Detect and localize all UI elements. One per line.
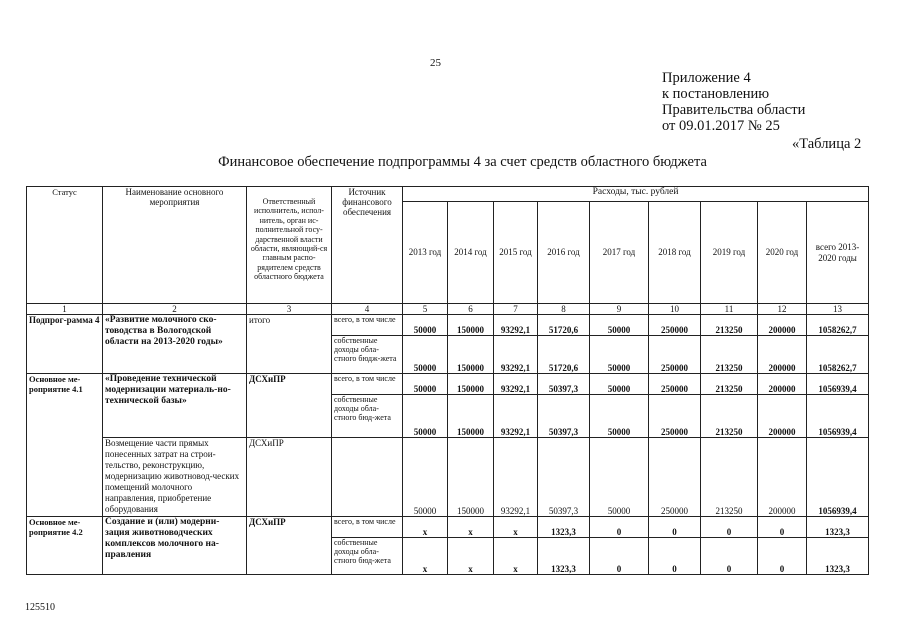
value-cell: 200000 bbox=[758, 315, 807, 336]
col-number: 11 bbox=[701, 304, 758, 315]
year-2017: 2017 год bbox=[590, 202, 649, 304]
value-cell: 50000 bbox=[403, 438, 448, 517]
value-cell: x bbox=[494, 538, 538, 575]
appendix-block bbox=[662, 70, 805, 134]
value-cell: x bbox=[448, 538, 494, 575]
value-cell: 50000 bbox=[590, 315, 649, 336]
year-2016: 2016 год bbox=[538, 202, 590, 304]
value-cell: 51720,6 bbox=[538, 315, 590, 336]
col-number: 6 bbox=[448, 304, 494, 315]
row-executor: ДСХиПР bbox=[247, 517, 332, 575]
year-2019: 2019 год bbox=[701, 202, 758, 304]
value-cell: 50000 bbox=[590, 438, 649, 517]
row-status: Подпрог-рамма 4 bbox=[27, 315, 103, 374]
col-number: 3 bbox=[247, 304, 332, 315]
value-cell: 1056939,4 bbox=[807, 438, 869, 517]
value-cell: 213250 bbox=[701, 374, 758, 395]
value-cell: 0 bbox=[701, 538, 758, 575]
source-own: собственные доходы обла-стного бюд-жета bbox=[332, 538, 403, 575]
value-cell: 250000 bbox=[649, 336, 701, 374]
header-status: Статус bbox=[27, 187, 103, 304]
year-total: всего 2013-2020 годы bbox=[807, 202, 869, 304]
value-cell: 1058262,7 bbox=[807, 336, 869, 374]
value-cell: 0 bbox=[590, 517, 649, 538]
col-number: 2 bbox=[103, 304, 247, 315]
value-cell: 1323,3 bbox=[538, 538, 590, 575]
value-cell: 150000 bbox=[448, 395, 494, 438]
value-cell: 50000 bbox=[403, 395, 448, 438]
row-name: «Развитие молочного ско-товодства в Вологодской области на 2013-2020 годы» bbox=[103, 315, 247, 374]
value-cell: 200000 bbox=[758, 438, 807, 517]
value-cell: 250000 bbox=[649, 438, 701, 517]
value-cell: 50000 bbox=[403, 336, 448, 374]
value-cell: 150000 bbox=[448, 374, 494, 395]
value-cell: 51720,6 bbox=[538, 336, 590, 374]
value-cell: 200000 bbox=[758, 336, 807, 374]
year-2020: 2020 год bbox=[758, 202, 807, 304]
value-cell: 213250 bbox=[701, 438, 758, 517]
value-cell: 93292,1 bbox=[494, 336, 538, 374]
source-total: всего, в том числе bbox=[332, 315, 403, 336]
value-cell: 1323,3 bbox=[807, 538, 869, 575]
financing-table bbox=[26, 186, 869, 575]
value-cell: 250000 bbox=[649, 395, 701, 438]
col-number: 9 bbox=[590, 304, 649, 315]
value-cell: 50397,3 bbox=[538, 374, 590, 395]
row-name: «Проведение технической модернизации материаль-но-технической базы» bbox=[103, 374, 247, 438]
value-cell: 50000 bbox=[590, 336, 649, 374]
value-cell: 150000 bbox=[448, 315, 494, 336]
col-number: 5 bbox=[403, 304, 448, 315]
row-executor: итого bbox=[247, 315, 332, 374]
table-label: «Таблица 2 bbox=[792, 136, 862, 152]
year-2018: 2018 год bbox=[649, 202, 701, 304]
row-name: Возмещение части прямых понесенных затрат на строи-тельство, реконструкцию, модернизацию животновод-ческих помещений молочного направления, приобретение оборудования bbox=[103, 438, 247, 517]
value-cell: 50000 bbox=[590, 374, 649, 395]
value-cell: 250000 bbox=[649, 315, 701, 336]
appendix-line-4: от 09.01.2017 № 25 bbox=[662, 118, 780, 134]
value-cell: 200000 bbox=[758, 395, 807, 438]
value-cell: 0 bbox=[649, 538, 701, 575]
value-cell: 1056939,4 bbox=[807, 395, 869, 438]
value-cell: 93292,1 bbox=[494, 395, 538, 438]
value-cell: 1323,3 bbox=[538, 517, 590, 538]
value-cell: 213250 bbox=[701, 336, 758, 374]
value-cell: 1058262,7 bbox=[807, 315, 869, 336]
year-2013: 2013 год bbox=[403, 202, 448, 304]
value-cell: x bbox=[403, 538, 448, 575]
value-cell: 93292,1 bbox=[494, 315, 538, 336]
value-cell: 0 bbox=[701, 517, 758, 538]
col-number: 12 bbox=[758, 304, 807, 315]
header-expenses: Расходы, тыс. рублей bbox=[403, 187, 869, 202]
value-cell: 150000 bbox=[448, 438, 494, 517]
value-cell: x bbox=[448, 517, 494, 538]
header-executor: Ответственный исполнитель, испол-нитель, орган ис-полнительной госу-дарственной власти области, являющий-ся главным распо-рядителем средств областного бюджета bbox=[247, 187, 332, 304]
source-own: собственные доходы обла-стного бюдж-жета bbox=[332, 336, 403, 374]
col-number: 4 bbox=[332, 304, 403, 315]
value-cell: 0 bbox=[758, 538, 807, 575]
row-executor: ДСХиПР bbox=[247, 438, 332, 517]
value-cell: 250000 bbox=[649, 374, 701, 395]
row-status: Основное ме-роприятие 4.2 bbox=[27, 517, 103, 575]
value-cell: 50397,3 bbox=[538, 438, 590, 517]
value-cell: 1323,3 bbox=[807, 517, 869, 538]
source-own: собственные доходы обла-стного бюд-жета bbox=[332, 395, 403, 438]
year-2014: 2014 год bbox=[448, 202, 494, 304]
col-number: 7 bbox=[494, 304, 538, 315]
value-cell: 150000 bbox=[448, 336, 494, 374]
value-cell: 1056939,4 bbox=[807, 374, 869, 395]
value-cell: 0 bbox=[649, 517, 701, 538]
value-cell: 93292,1 bbox=[494, 438, 538, 517]
source-total: всего, в том числе bbox=[332, 374, 403, 395]
col-number: 8 bbox=[538, 304, 590, 315]
value-cell: x bbox=[403, 517, 448, 538]
value-cell: x bbox=[494, 517, 538, 538]
page-number: 25 bbox=[430, 57, 441, 69]
value-cell: 50000 bbox=[403, 315, 448, 336]
footer-code: 125510 bbox=[25, 602, 55, 613]
value-cell: 200000 bbox=[758, 374, 807, 395]
row-executor: ДСХиПР bbox=[247, 374, 332, 438]
appendix-line-1: Приложение 4 bbox=[662, 70, 751, 86]
col-number: 10 bbox=[649, 304, 701, 315]
appendix-line-2: к постановлению bbox=[662, 86, 770, 102]
col-number: 13 bbox=[807, 304, 869, 315]
value-cell: 50397,3 bbox=[538, 395, 590, 438]
appendix-line-3: Правительства области bbox=[662, 102, 806, 118]
row-name: Создание и (или) модерни-зация животноводческих комплексов молочного на-правления bbox=[103, 517, 247, 575]
value-cell: 0 bbox=[758, 517, 807, 538]
document-title: Финансовое обеспечение подпрограммы 4 за счет средств областного бюджета bbox=[218, 154, 707, 170]
value-cell: 213250 bbox=[701, 395, 758, 438]
source-empty bbox=[332, 438, 403, 517]
value-cell: 93292,1 bbox=[494, 374, 538, 395]
value-cell: 50000 bbox=[403, 374, 448, 395]
value-cell: 50000 bbox=[590, 395, 649, 438]
col-number: 1 bbox=[27, 304, 103, 315]
value-cell: 0 bbox=[590, 538, 649, 575]
year-2015: 2015 год bbox=[494, 202, 538, 304]
value-cell: 213250 bbox=[701, 315, 758, 336]
source-total: всего, в том числе bbox=[332, 517, 403, 538]
row-status: Основное ме-роприятие 4.1 bbox=[27, 374, 103, 517]
header-name: Наименование основного мероприятия bbox=[103, 187, 247, 304]
header-source: Источник финансового обеспечения bbox=[332, 187, 403, 304]
